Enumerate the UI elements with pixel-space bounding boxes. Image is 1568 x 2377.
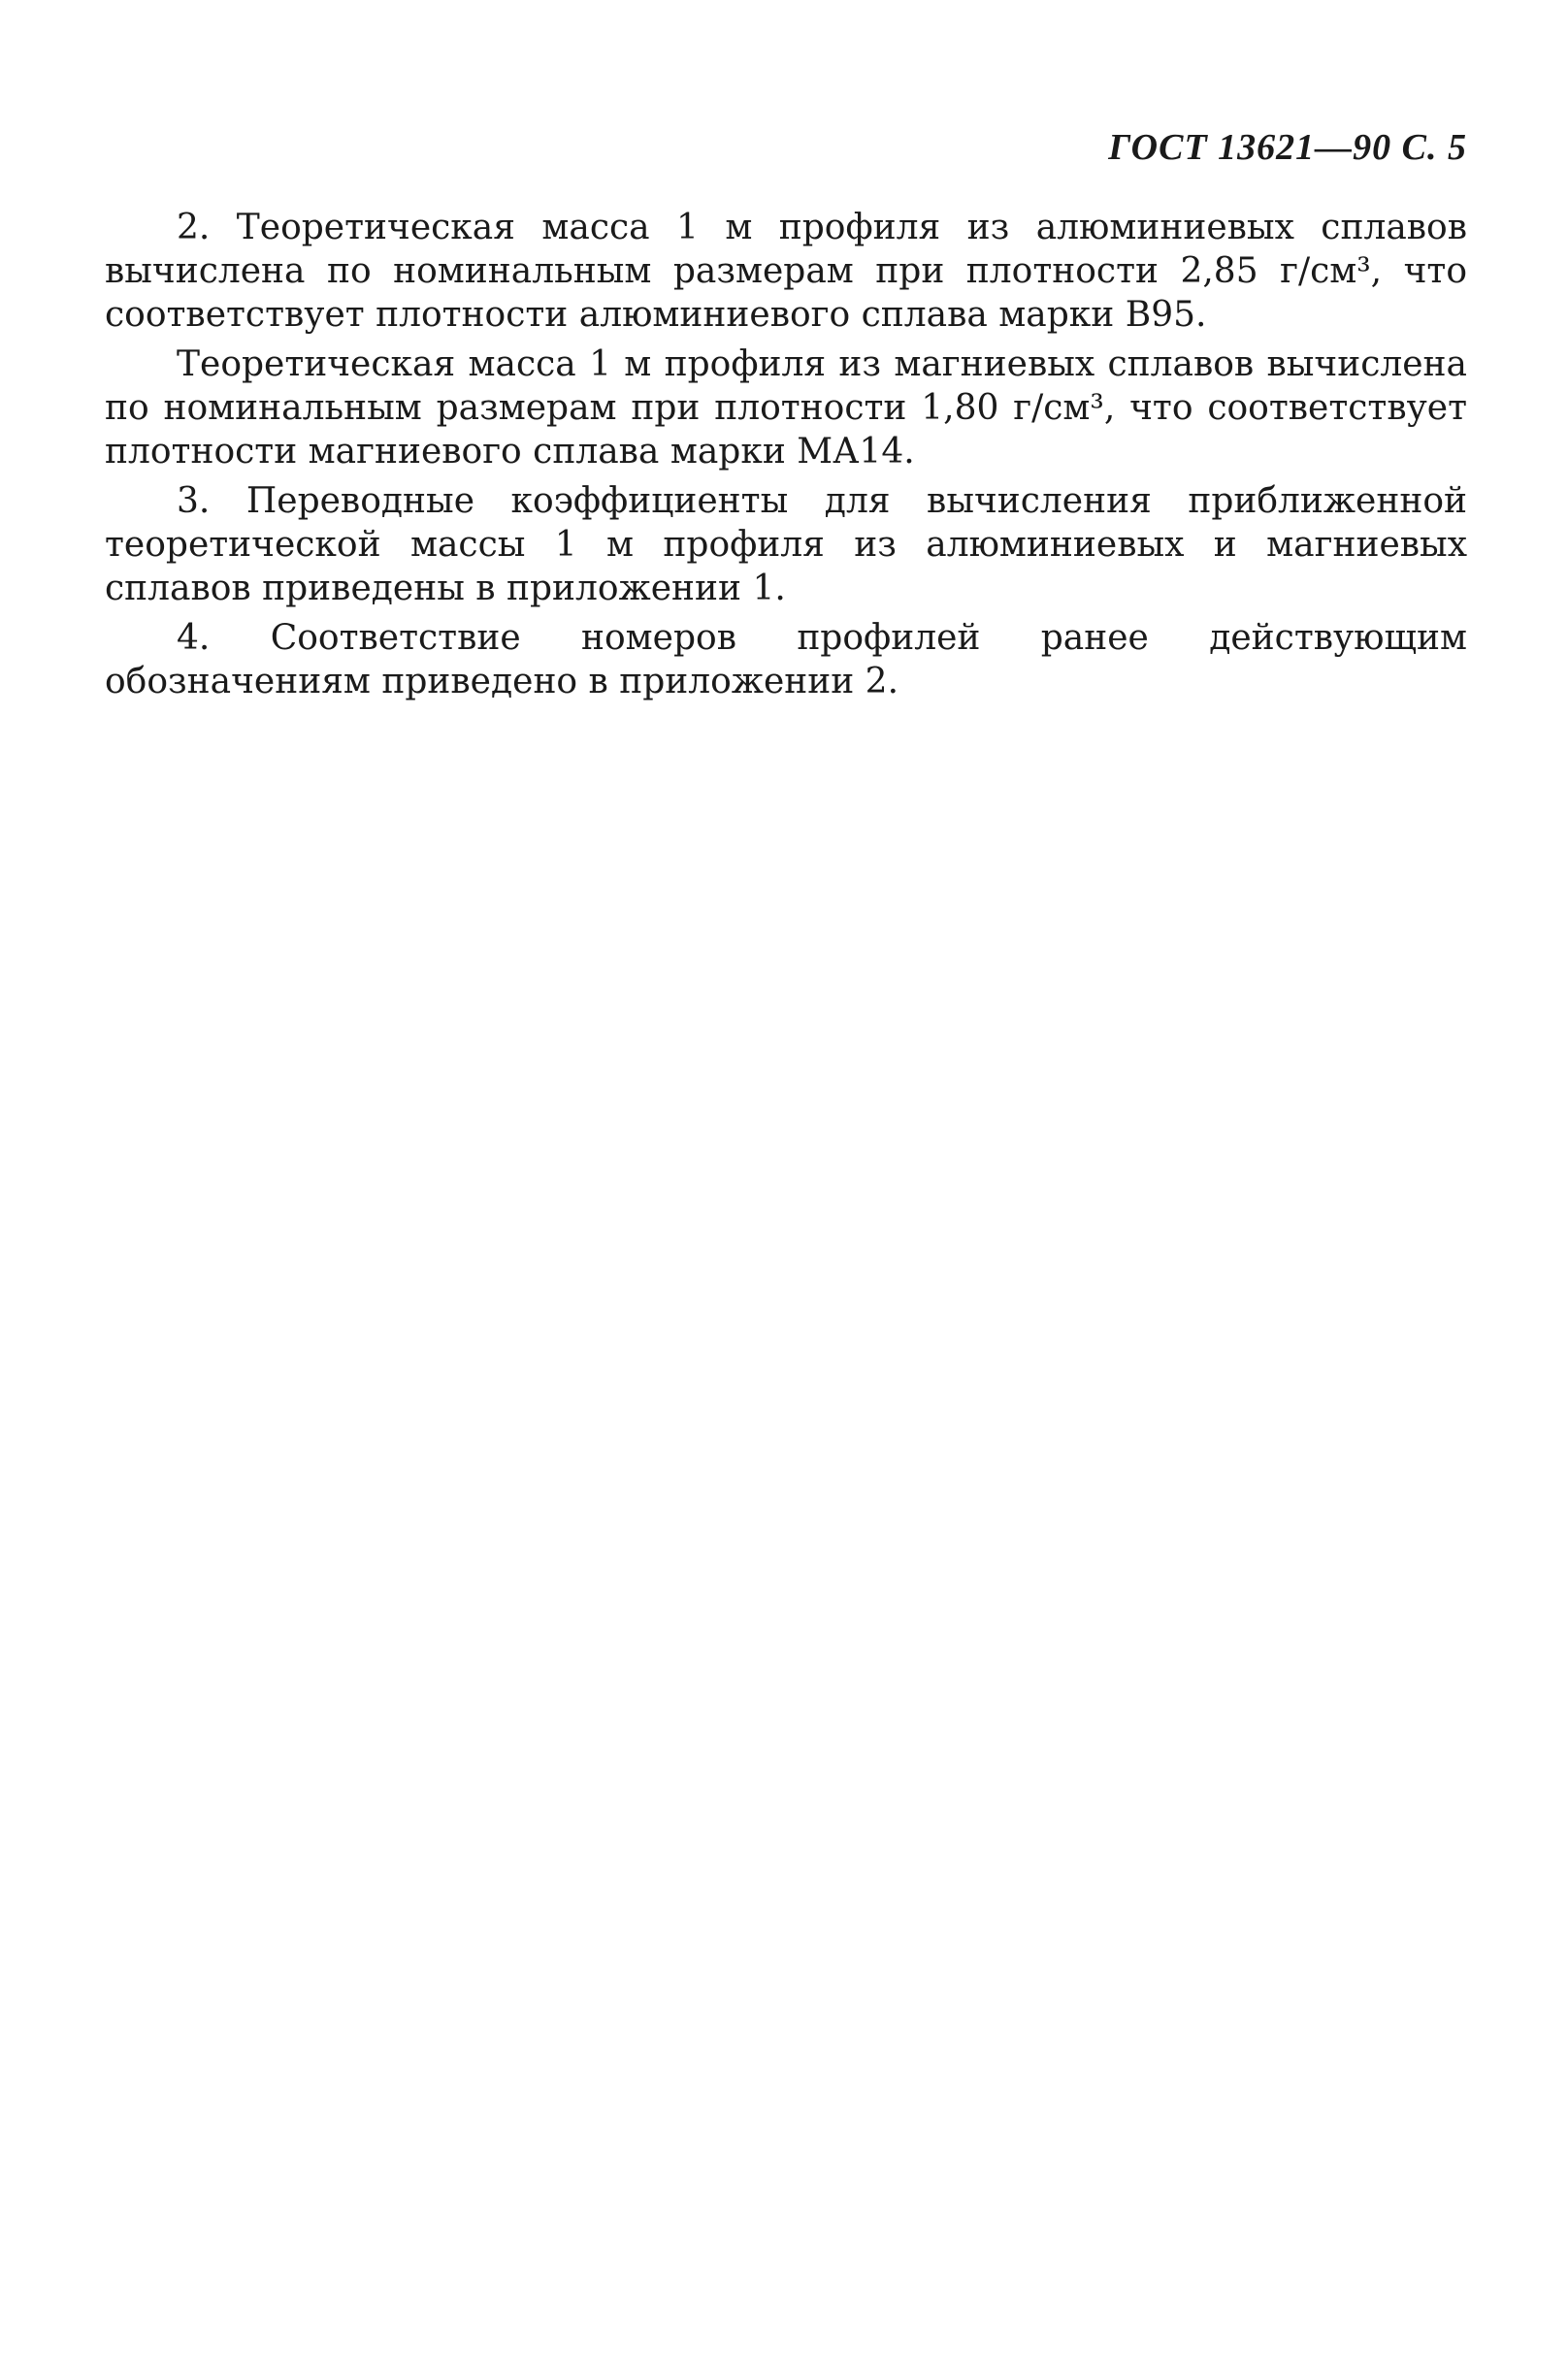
page-header: ГОСТ 13621—90 С. 5	[1108, 127, 1467, 168]
paragraph-3: 3. Переводные коэффициенты для вычисления приближенной теоретической массы 1 м профиля из алюминиевых и магниевых сплавов приведены в приложении 1.	[105, 481, 1467, 608]
document-page	[105, 126, 1467, 709]
paragraph-2: 2. Теоретическая масса 1 м профиля из алюминиевых сплавов вычислена по номинальным размерам при плотности 2,85 г/см³, что соответствует плотности алюминиевого сплава марки В95.	[105, 208, 1467, 335]
paragraph-4: 4. Соответствие номеров профилей ранее действующим обозначениям приведено в приложении 2.	[105, 618, 1467, 701]
body-text	[105, 206, 1467, 703]
paragraph-2-continued: Теоретическая масса 1 м профиля из магниевых сплавов вычислена по номинальным размерам при плотности 1,80 г/см³, что соответствует плотности магниевого сплава марки МА14.	[105, 344, 1467, 472]
